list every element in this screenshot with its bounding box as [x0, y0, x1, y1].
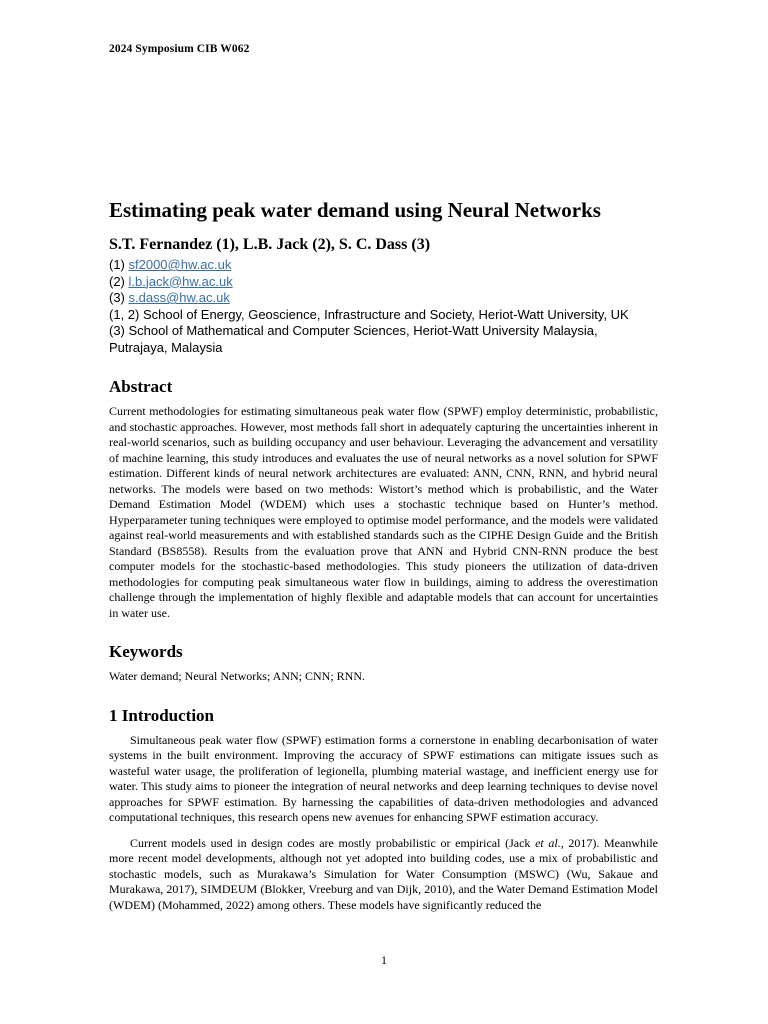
author-affiliations — [109, 257, 658, 356]
keywords-text: Water demand; Neural Networks; ANN; CNN; RNN. — [109, 669, 365, 683]
email-link-1[interactable]: sf2000@hw.ac.uk — [128, 257, 232, 272]
affiliation-1: (1, 2) School of Energy, Geoscience, Infrastructure and Society, Heriot-Watt University, UK — [109, 306, 629, 322]
abstract-text: Current methodologies for estimating simultaneous peak water flow (SPWF) employ deterministic, probabilistic, and stochastic approaches. However, most methods fall short in adequately capturing the uncertainties inherent in real-world scenarios, such as building occupancy and user behaviour. Leveraging the advancement and versatility of machine learning, this study introduces and evaluates the use of neural networks as a novel solution for SPWF estimation. Different kinds of neural network architectures are evaluated: ANN, CNN, RNN, and hybrid neural networks. The models were based on two methods: Wistort’s method which is probabilistic, and the Water Demand Estimation Model (WDEM) which uses a stochastic technique based on Hunter’s method. Hyperparameter tuning techniques were employed to optimise model performance, and the models were validated against real-world measurements and with established standards such as the CIPHE Design Guide and the British Standard (BS8558). Results from the evaluation prove that ANN and Hybrid CNN-RNN produce the best computer models for the stochastic-based methodologies. This study pioneers the utilization of data-driven methodologies for computing peak simultaneous water flow in buildings, aiming to address the overestimation challenge through the implementation of highly flexible and adaptable models that can account for uncertainties in water use. — [109, 404, 658, 620]
email-line-3 — [109, 290, 658, 307]
introduction-heading: 1 Introduction — [109, 705, 215, 725]
paragraph-text: , 2017). Meanwhile more recent model developments, although not yet adopted into building codes, use a mix of probabilistic and stochastic models, such as Murakawa’s Simulation for Water Consumption (MSWC) (Wu, Sakaue and Murakawa, 2017), SIMDEUM (Blokker, Vreeburg and van Dijk, 2010), and the Water Demand Estimation Model (WDEM) (Mohammed, 2022) among others. These models have significantly reduced the — [109, 835, 658, 912]
keywords-heading: Keywords — [109, 642, 183, 661]
running-header: 2024 Symposium CIB W062 — [109, 43, 250, 55]
introduction-paragraph-2 — [109, 836, 658, 914]
email-line-1 — [109, 257, 658, 274]
email-link-3[interactable]: s.dass@hw.ac.uk — [128, 290, 230, 305]
introduction-paragraph-1: Simultaneous peak water flow (SPWF) estimation forms a cornerstone in enabling decarbonisation of water systems in the built environment. Improving the accuracy of SPWF estimations can mitigate issues such as wasteful water usage, the proliferation of legionella, plumbing material wastage, and inefficient energy use for water. This study aims to pioneer the integration of neural networks and deep learning techniques to devise novel approaches for SPWF estimation. By harnessing the capabilities of data-driven methodologies and advanced computational techniques, this research opens new avenues for enhancing SPWF estimation accuracy. — [109, 732, 658, 824]
paragraph-text: Current models used in design codes are mostly probabilistic or empirical (Jack — [130, 835, 536, 850]
email-prefix: (2) — [109, 273, 129, 289]
paper-title: Estimating peak water demand using Neural Networks — [109, 198, 601, 222]
email-prefix: (3) — [109, 290, 129, 305]
page-content — [109, 197, 658, 913]
author-list: S.T. Fernandez (1), L.B. Jack (2), S. C. Dass (3) — [109, 236, 431, 253]
affiliation-2: (3) School of Mathematical and Computer Sciences, Heriot-Watt University Malaysia, Putrajaya, Malaysia — [109, 323, 598, 355]
email-line-2 — [109, 274, 658, 291]
email-prefix: (1) — [109, 257, 129, 272]
abstract-heading: Abstract — [109, 377, 173, 396]
email-link-2[interactable]: l.b.jack@hw.ac.uk — [128, 273, 233, 289]
italic-citation: et al. — [535, 835, 561, 850]
page-number: 1 — [381, 953, 387, 967]
